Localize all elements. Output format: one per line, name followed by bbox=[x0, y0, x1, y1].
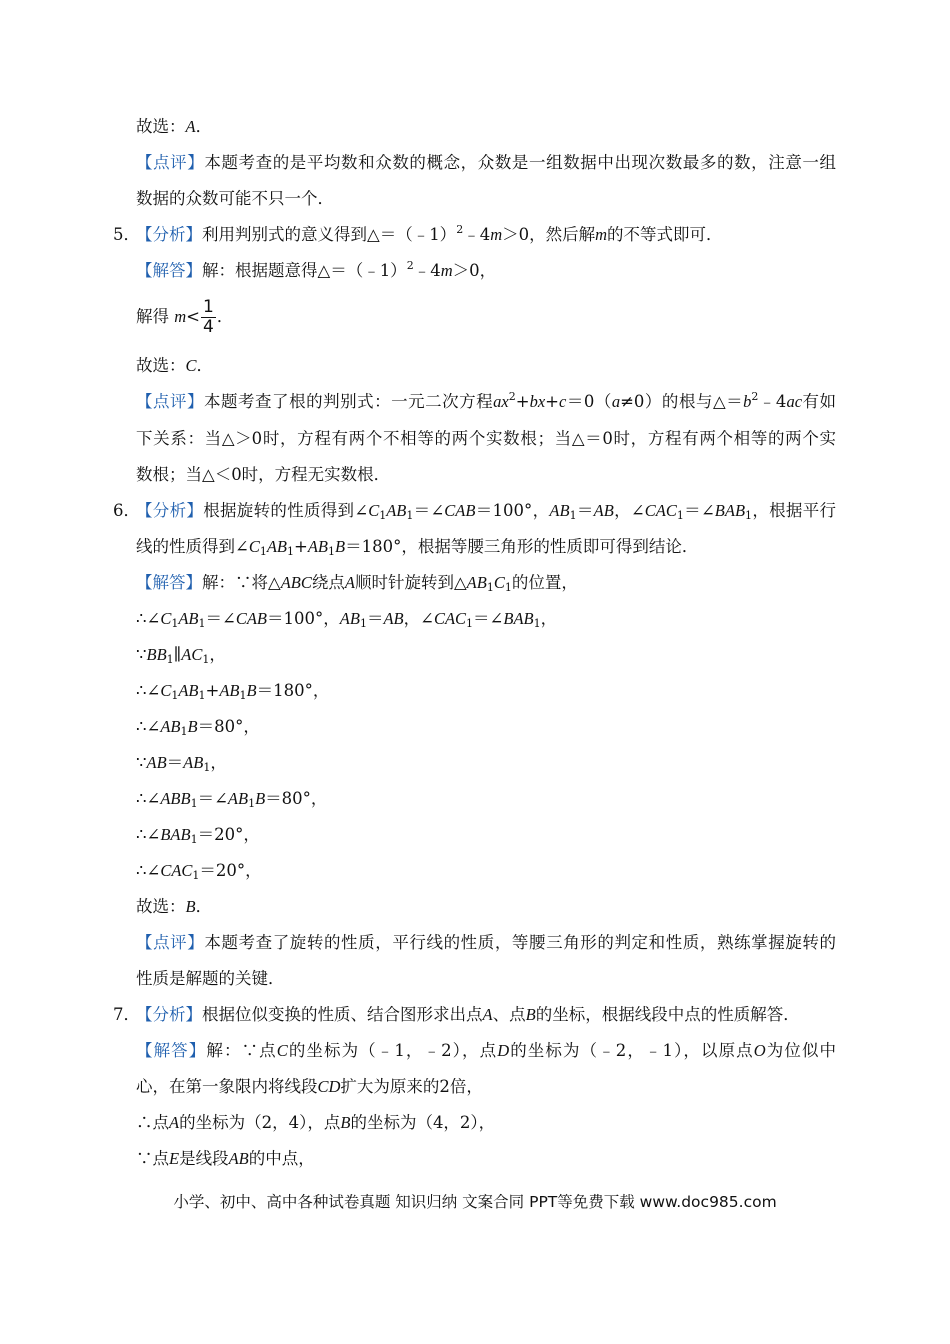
q6-step-6: $\therefore\angle ABB_1=\angle AB_1B=80^\circ$， bbox=[136, 789, 328, 810]
q6-comment-line2: 性质是解题的关键． bbox=[136, 969, 285, 988]
q6-analysis-line1: 【分析】根据旋转的性质得到$\angle C_1AB_1=\angle CAB=100^\circ$，$AB_1=AB$，$\angle CAC_1=\angle BAB_1$，根据平行 bbox=[136, 501, 837, 522]
q5-result: 解得 m< $\frac{1}{4}$ ． bbox=[136, 297, 234, 337]
q7-step-1: ∴点A的坐标为（2，4），点B的坐标为（4，2）， bbox=[136, 1113, 496, 1132]
q7-analysis: 【分析】根据位似变换的性质、结合图形求出点A、点B的坐标，根据线段中点的性质解答． bbox=[136, 1005, 800, 1024]
q5-comment-line2: 下关系：当△＞0时，方程有两个不相等的两个实数根；当△＝0时，方程有两个相等的两个实 bbox=[136, 429, 836, 448]
q5-solution: 【解答】解：根据题意得△＝（﹣1）$^2$﹣4m＞0， bbox=[136, 259, 497, 280]
q6-step-4: $\therefore\angle AB_1B=80^\circ$， bbox=[136, 717, 260, 738]
q6-solution: 【解答】解：∵将△ABC绕点A顺时针旋转到$\triangle AB_1C_1$的位置， bbox=[136, 573, 578, 594]
q6-step-8: $\therefore\angle CAC_1=20^\circ$， bbox=[136, 861, 262, 882]
q7-solution-line2: 心，在第一象限内将线段CD扩大为原来的2倍， bbox=[136, 1077, 483, 1096]
page-footer: 小学、初中、高中各种试卷真题 知识归纳 文案合同 PPT等免费下载 www.doc985.com bbox=[173, 1193, 777, 1211]
question-number-6: 6． bbox=[113, 501, 140, 520]
q5-choice: 故选：C． bbox=[136, 356, 214, 375]
question-number-5: 5． bbox=[113, 225, 140, 244]
fraction-one-quarter: $\frac{1}{4}$ bbox=[203, 297, 214, 337]
q6-analysis-line2: 线的性质得到$\angle C_1AB_1+AB_1B=180^\circ$，根据等腰三角形的性质即可得到结论． bbox=[136, 537, 699, 558]
q7-solution-line1: 【解答】解：∵点C的坐标为（﹣1，﹣2），点D的坐标为（﹣2，﹣1），以原点O为位似中 bbox=[136, 1041, 837, 1060]
q6-choice: 故选：B． bbox=[136, 897, 213, 916]
q6-comment-line1: 【点评】本题考查了旋转的性质，平行线的性质，等腰三角形的判定和性质，熟练掌握旋转的 bbox=[136, 933, 837, 952]
q6-step-2: $\because BB_1\parallel AC_1$， bbox=[136, 645, 226, 666]
q6-step-5: $\because AB=AB_1$， bbox=[136, 753, 227, 774]
q4-choice: 故选：A． bbox=[136, 117, 213, 136]
q5-analysis: 【分析】利用判别式的意义得到△＝（﹣1）$^2$﹣4m＞0，然后解m的不等式即可． bbox=[136, 223, 723, 244]
q7-step-2: ∵点E是线段AB的中点， bbox=[136, 1149, 315, 1168]
q6-step-1: $\therefore\angle C_1AB_1=\angle CAB=100^\circ$，$AB_1=AB$，$\angle CAC_1=\angle BAB_1$， bbox=[136, 609, 558, 630]
question-number-7: 7． bbox=[113, 1005, 140, 1024]
q4-comment-line1: 【点评】本题考查的是平均数和众数的概念，众数是一组数据中出现次数最多的数，注意一组 bbox=[136, 153, 837, 172]
q6-step-3: $\therefore\angle C_1AB_1+AB_1B=180^\circ$， bbox=[136, 681, 330, 702]
q5-comment-line3: 数根；当△＜0时，方程无实数根． bbox=[136, 465, 391, 484]
q5-comment-line1: 【点评】本题考查了根的判别式：一元二次方程$ax^2+bx+c=0(a\ne 0)$的根与$\triangle=b^2﹣4ac$有如 bbox=[136, 390, 837, 411]
q4-comment-line2: 数据的众数可能不只一个． bbox=[136, 189, 334, 208]
q6-step-7: $\therefore\angle BAB_1=20^\circ$， bbox=[136, 825, 260, 846]
